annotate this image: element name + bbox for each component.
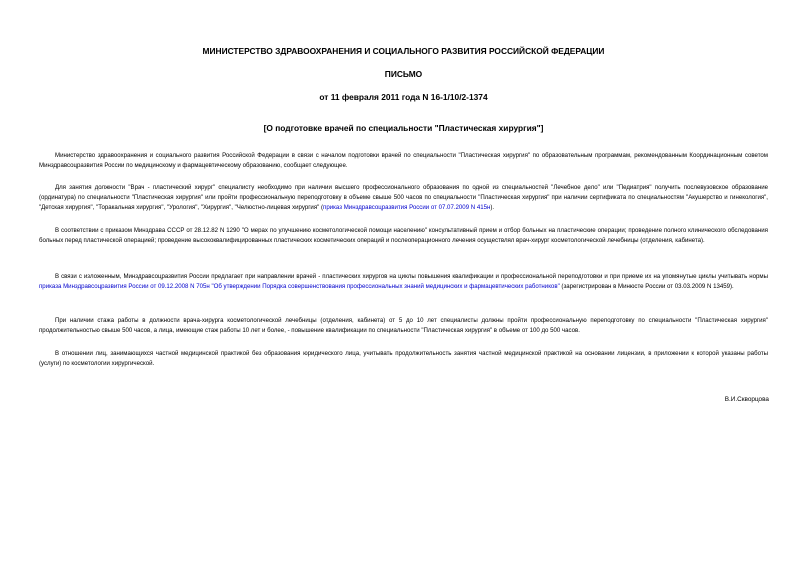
paragraph-2 (39, 183, 768, 213)
date-number-heading: от 11 февраля 2011 года N 16-1/10/2-1374 (319, 92, 488, 102)
paragraph-5: При наличии стажа работы в должности врача-хирурга косметологической лечебницы (отделения, кабинета) от 5 до 10 лет специалисты должны пройти профессиональную переподготовку по специальности "Пластическая хирургия" продолжительностью свыше 500 часов, а лица, имеющие стаж работы 10 лет и более, - повышение квалификации по специальности "Пластическая хирургия" в объеме от 100 до 500 часов. (39, 317, 768, 335)
paragraph-1: Министерство здравоохранения и социального развития Российской Федерации в связи с началом подготовки врачей по специальности "Пластическая хирургия" по образовательным программам, рекомендованным Координационным советом Минздравсоцразвития России по медицинскому и фармацевтическому образованию, сообщает следующее. (39, 152, 768, 170)
order-705n-link[interactable]: приказа Минздравсоцразвития России от 09.12.2008 N 705н "Об утверждении Порядка совершенствования профессиональных знаний медицинских и фармацевтических работников" (39, 283, 560, 291)
document-type-heading: ПИСЬМО (384, 69, 423, 79)
subject-heading: [О подготовке врачей по специальности "Пластическая хирургия"] (263, 123, 544, 133)
paragraph-2-text: Для занятия должности "Врач - пластический хирург" специалисту необходимо при наличии высшего профессионального образования по одной из специальностей "Лечебное дело" или "Педиатрия" получить послевузовское образование (ординатура) по специальности "Пластическая хирургия" или пройти профессиональную переподготовку в объеме свыше 500 часов по специальности "Пластическая хирургия" при наличии сертификата по специальностям "Акушерство и гинекология", "Детская хирургия", "Торакальная хирургия", "Урология", "Хирургия", "Челюстно-лицевая хирургия" ( (39, 184, 768, 212)
order-415n-link[interactable]: приказ Минздравсоцразвития России от 07.07.2009 N 415н (323, 204, 491, 212)
signature: В.И.Скворцова (724, 396, 769, 403)
paragraph-4 (39, 272, 768, 292)
paragraph-3: В соответствии с приказом Минздрава СССР от 28.12.82 N 1290 "О мерах по улучшению косметологической помощи населению" консультативный прием и отбор больных на пластические операции; проведение полного клинического обследования больных перед пластической операцией; проведение высококвалифицированных пластических косметических операций и послеоперационного лечения осуществлял врач-хирург косметологической лечебницы (отделения, кабинета). (39, 227, 768, 245)
paragraph-4-end: (зарегистрирован в Минюсте России от 03.03.2009 N 13459). (559, 283, 734, 291)
ministry-heading: МИНИСТЕРСТВО ЗДРАВООХРАНЕНИЯ И СОЦИАЛЬНОГО РАЗВИТИЯ РОССИЙСКОЙ ФЕДЕРАЦИИ (202, 46, 605, 56)
paragraph-6: В отношении лиц, занимающихся частной медицинской практикой без образования юридического лица, учитывать продолжительность занятия частной медицинской практикой на основании лицензии, в приложении к которой указаны работы (услуги) по косметологии хирургической. (39, 350, 768, 368)
paragraph-4-text: В связи с изложенным, Минздравсоцразвития России предлагает при направлении врачей - пластических хирургов на циклы повышения квалификации и профессиональной переподготовки и при приеме их на упомянутые циклы учитывать нормы (55, 273, 768, 280)
paragraph-2-end: ). (490, 204, 495, 212)
